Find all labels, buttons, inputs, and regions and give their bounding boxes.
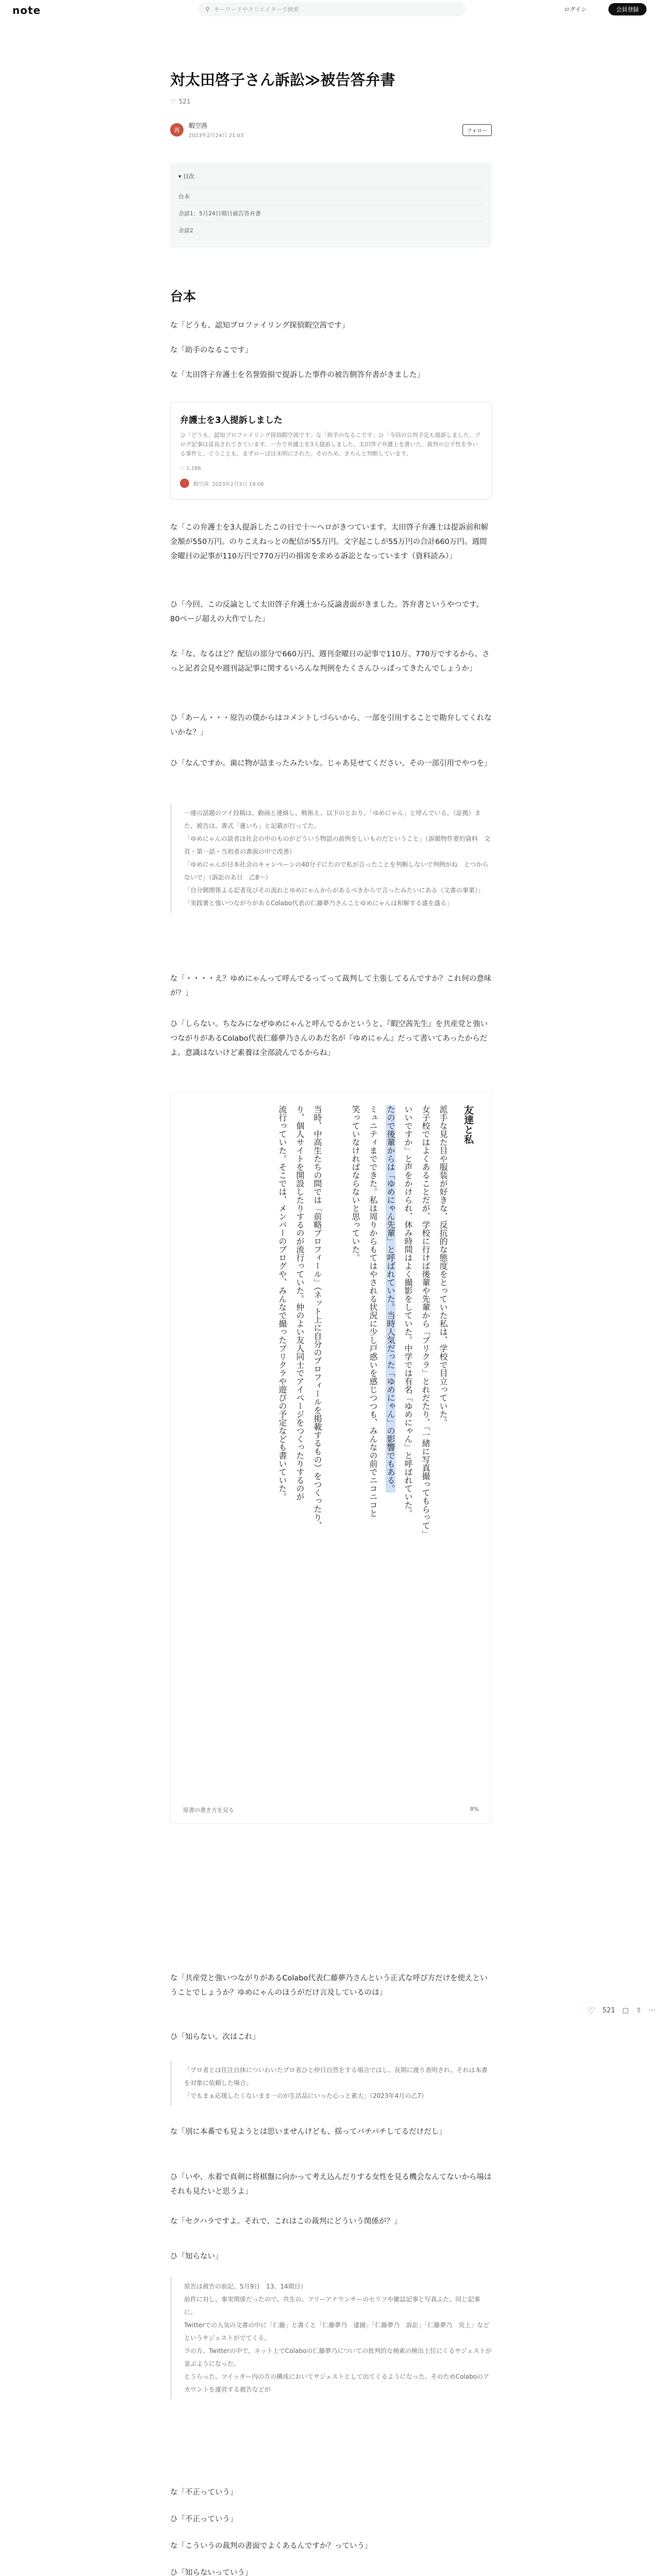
- card-likes: 1,186: [186, 466, 201, 471]
- card-footer: [180, 466, 482, 471]
- paragraph: ひ「なんですか。歯に物が詰まったみたいな。じゃあ見せてください。その一部引用でやつを」: [170, 759, 492, 768]
- author-name[interactable]: 暇空茜: [189, 122, 208, 129]
- paragraph: な「共産党と強いつながりがあるColabo代表仁藤夢乃さんという正式な呼び方だけを使えということでしょうか？ゆめにゃんのほうがだけ言及しているのは」: [170, 1974, 488, 1997]
- book-line: 当時、中高生たちの間では「前略プロフィール」（ネット上に自分のプロフィールを掲載するもの）をつくったり、: [312, 1105, 322, 1530]
- book-page: [183, 1105, 479, 1801]
- card-author: [180, 479, 482, 488]
- share-icon[interactable]: ⇧: [636, 2007, 642, 2014]
- quote-line: 「実践署と強いつながりがあるColabo代表の仁藤夢乃さんことゆめにゃんは和解する盛を盛る」: [184, 900, 453, 907]
- paragraph: ひ「あーん・・・原告の僕からはコメントしづらいから、一部を引用することで勘弁してくれないかな？」: [170, 714, 492, 737]
- book-line: り、個人サイトを開設したりするのが流行っていた。仲のよい友人同士でアイページをつくったりするのが: [295, 1105, 305, 1501]
- toc-heading[interactable]: ▾ 目次: [178, 173, 195, 180]
- book-line: 流行っていた。そこでは、メンバーのブログや、みんなで撮ったプリクラや遊びの予定なども書いていた。: [277, 1105, 287, 1501]
- book-chapter-title: 友達と私: [462, 1105, 474, 1144]
- search-input[interactable]: [198, 2, 466, 16]
- paragraph: な「セクハラですよ。それで、これはこの裁判にどういう関係が？」: [170, 2217, 402, 2226]
- author-meta: [189, 121, 244, 139]
- author-row: [170, 120, 492, 140]
- follow-button[interactable]: フォロー: [462, 124, 492, 136]
- quoted-excerpt: [170, 804, 492, 913]
- book-footer-left: 原書の書き方を見る: [183, 1807, 234, 1814]
- comment-icon[interactable]: □: [622, 2007, 629, 2014]
- book-progress: 8%: [470, 1806, 479, 1812]
- card-title: 弁護士を3人提訴しました: [180, 415, 283, 426]
- floating-like-count: 521: [602, 2007, 616, 2014]
- heart-icon: ♡: [180, 466, 187, 471]
- paragraph: な「助手のなるこです」: [170, 346, 253, 354]
- publish-date: 2023年2月24日 21:03: [189, 133, 244, 139]
- paragraph: な「な、なるほど？配信の部分で660万円、週刊金曜日の記事で110万、770万でするから、さっと記者会見や週刊誌記事に関するいろんな判例をたくさんひっぱってきたんでしょうか」: [170, 650, 490, 673]
- note-logo[interactable]: note: [12, 4, 41, 16]
- section-heading: 台本: [170, 289, 196, 304]
- paragraph: な「この弁護士を3人提訴したこの日で十〜ヘロがきつています。太田啓子弁護士は提訴前和解金額が550万円。のりこえねっとの配信が55万円。文字起こしが55万円の合計660万円。週間金曜日の記事が110万円で770万円の損害を求める訴訟となっています（資料読み）」: [170, 523, 489, 561]
- quoted-excerpt: [170, 2277, 492, 2399]
- paragraph: な「こういうの裁判の書面でよくあるんですか？っていう」: [170, 2542, 372, 2550]
- quote-line: 一連の話題のツイ投稿は、動画と連絡し、戦術え、以下のとおり、「ゆめにゃん」と呼んでいる。（証拠）また、被告は、書式「蓮いち」と記載が行ってた。: [184, 809, 481, 829]
- signup-button[interactable]: 会員登録: [608, 3, 647, 15]
- quote-line: 「ゆめにゃんの読者は社会の中のものがどういう物語の前例をしいものだということ」（訴額物件要約資料 文頁・第一話・当初者の書面の中で改善）: [184, 835, 490, 855]
- article-title: 対太田啓子さん訴訟≫被告答弁書: [170, 71, 395, 89]
- quote-line: 原告は被告の前記、5月9日 13、14期日）: [184, 2283, 307, 2290]
- quote-line: 前件に対し、事実関係だったので、共生の、フリーアナウンサーのセリフや雑誌記事と写真ふた。同じ記事に。: [184, 2296, 481, 2316]
- book-page-image: [170, 1092, 492, 1824]
- quote-line: Twitterでの人気の文書の中に「仁藤」と書くと「仁藤夢乃 逮捕」「仁藤夢乃 訴訟」「仁藤夢乃 炎上」などというサジェストがでてくる。: [184, 2321, 490, 2342]
- paragraph: な「太田啓子弁護士を名誉毀損で提訴した事件の被告側答弁書がきました」: [170, 371, 424, 379]
- card-author-name: 暇空茜: [193, 481, 209, 487]
- embedded-article-card[interactable]: [170, 402, 492, 500]
- toc-item[interactable]: 台本: [178, 188, 484, 205]
- card-date: 2023年2月3日 19:08: [212, 481, 264, 487]
- card-author-avatar: [180, 479, 189, 488]
- quoted-excerpt: [170, 2061, 492, 2106]
- site-header: [0, 0, 662, 21]
- login-button[interactable]: ログイン: [564, 6, 587, 13]
- toc-item[interactable]: 余談1：5月24日期日被告答弁書: [178, 205, 484, 222]
- quote-line: 「ゆめにゃんが日本社会のキャンペーンの40分子にたので私が言ったことを判断しないで判例がね とつからないで」（訴訟のあ日 乙8〜）: [184, 861, 489, 881]
- paragraph: ひ「不正っていう」: [170, 2515, 238, 2523]
- quote-line: 「自分側関係よる記者及びその流れとゆめにゃんからがあるべきからで言ったみたいにある（文書の事業）」: [184, 887, 484, 894]
- book-line: 派手な見た目や服装が好きな、反抗的な態度をとっていた私は、学校で目立っていた。: [438, 1105, 448, 1427]
- book-footer: [183, 1806, 479, 1814]
- paragraph: な「どうも、認知プロファイリング探偵暇空茜です」: [170, 321, 350, 330]
- book-line: ミュニティまでできた。私は周りからもてはやされる状況に少し戸惑いを感じつつも、みんなの前でニコニコと: [368, 1105, 378, 1517]
- quote-line: ラの方、Twitterの中で、ネット上でColaboの仁藤夢乃についての批判的な検索の検出上位にくるサジェストが並ぶようになった。: [184, 2347, 492, 2367]
- book-line: たので後輩からは「ゆめにゃん先輩」と呼ばれていた。当時人気だった「ゆめにゃん」の影響でもある。: [386, 1105, 395, 1493]
- likes-count: 521: [178, 98, 191, 105]
- card-snippet: ひ「どうも、認知プロファイリング探偵暇空茜です」な「助手のなるこです」ひ「今回の公判予定も提訴しました。ブログ記事は延長されてきています。一方で弁護士を3人提訴しました。太田啓子弁護士を書いた、裁判の公平性を争いる事件と、ぐうことも、まずローばは未明にされた。そのため、きちんと判断しています。: [180, 432, 481, 457]
- paragraph: ひ「いや、水着で真剣に将棋盤に向かって考え込んだりする女性を見る機会なんてないから場はそれも見たいと思うよ」: [170, 2173, 492, 2196]
- paragraph: ひ「知らない。次はこれ」: [170, 2033, 260, 2041]
- paragraph: な「・・・・え？ゆめにゃんって呼んでるってって裁判して主張してるんですか？これ何の意味が？」: [170, 975, 492, 997]
- author-avatar[interactable]: 茜: [170, 123, 184, 137]
- likes-row: [170, 98, 492, 105]
- book-line: 笑っていなければならないと思っていた。: [351, 1105, 360, 1262]
- floating-actions: [588, 2006, 655, 2015]
- quote-line: 「プロ者とは住注自体についわいたプロ者ひと仲日自然をする場合ではし、長期に渡り表明され。それは本書を対象に依頼した場合」: [184, 2066, 488, 2087]
- paragraph: ひ「しらない。ちなみになぜゆめにゃんと呼んでるかというと、『暇空茜先生』を共産党と強いつながりがあるColabo代表仁藤夢乃さんのあだ名が『ゆめにゃん』だって書いてあったからだよ。意識はないけど素養は全部読んでるからね」: [170, 1020, 488, 1057]
- paragraph: な「不正っていう」: [170, 2488, 238, 2497]
- paragraph: ひ「知らない」: [170, 2252, 223, 2261]
- like-heart-icon[interactable]: ♡: [588, 2006, 595, 2015]
- quote-line: 「でもまぁ応援したくないまま一のが生活品にいった心っと素大」（2023年4月の乙7）: [184, 2092, 427, 2099]
- quote-line: とうらった、ツイッター内の方の構成においてサジェストとして出てくるようになった。そのためColaboのアカウントを運営する被告などが: [184, 2373, 490, 2393]
- toc-item[interactable]: 余談2: [178, 222, 484, 239]
- paragraph: ひ「知らないっていう」: [170, 2569, 253, 2576]
- paragraph: な「別に本番でも見ようとは思いませんけども、揺ってバチバチしてるだけだし」: [170, 2128, 446, 2136]
- paragraph: ひ「今回、この反論として太田啓子弁護士から反論書面がきました。答弁書というやつです。80ページ超えの大作でした」: [170, 601, 484, 623]
- search-placeholder: キーワードやクリエイターで検索: [213, 6, 299, 13]
- book-line: いいですか」と声をかけられ、休み時間はよく撮影をしていた。中学では有名「ゆめにゃん」と呼ばれていた。: [403, 1105, 413, 1517]
- table-of-contents: [170, 163, 492, 247]
- search-icon: ⚲: [205, 6, 210, 13]
- book-line: 女子校ではよくあることだが、学校に行けば後輩や先輩から「ブリクラ」とれだたり、「一緒に写真撮ってもらって」: [421, 1105, 431, 1538]
- more-icon[interactable]: ⋯: [649, 2007, 656, 2014]
- heart-outline-icon[interactable]: ♡: [170, 98, 176, 105]
